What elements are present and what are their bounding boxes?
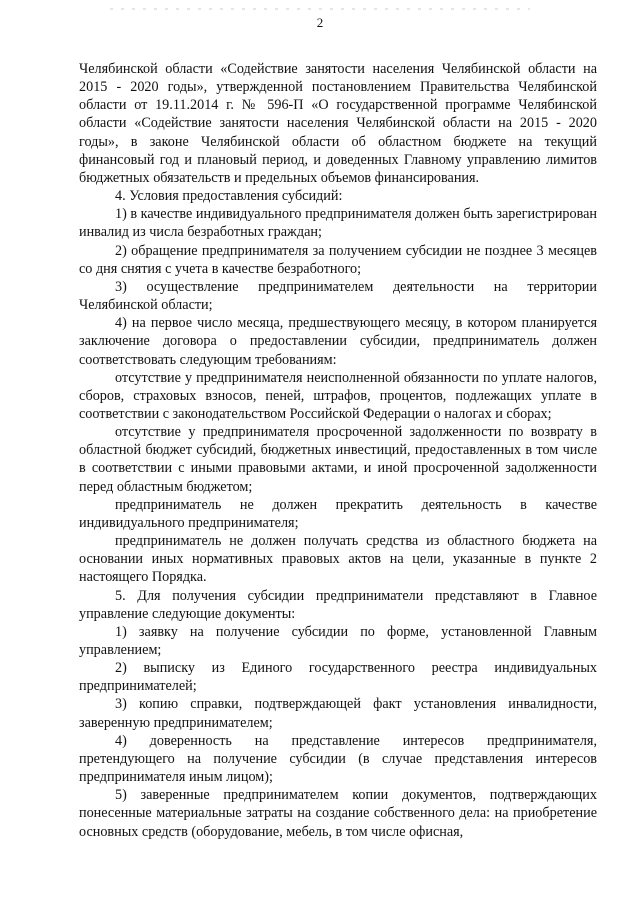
paragraph-document-1: 1) заявку на получение субсидии по форме, установленной Главным управлением; xyxy=(79,623,597,658)
scan-artifact xyxy=(110,8,530,10)
document-body xyxy=(79,60,597,841)
paragraph-document-2: 2) выписку из Единого государственного реестра индивидуальных предпринимателей; xyxy=(79,660,597,695)
paragraph-requirement-activity: предприниматель не должен прекратить деятельность в качестве индивидуального предпринимателя; xyxy=(79,496,597,531)
paragraph-condition-3: 3) осуществление предпринимателем деятельности на территории Челябинской области; xyxy=(79,278,597,314)
paragraph-program-reference: Челябинской области «Содействие занятости населения Челябинской области на 2015 - 2020 годы», утвержденной постановлением Правительства Челябинской области от 19.11.2014 г. № 596-П «О государственной программе Челябинской области «Содействие занятости населения Челябинской области на 2015 - 2020 годы», в законе Челябинской области об областном бюджете на текущий финансовый год и плановый период, и доведенных Главному управлению лимитов бюджетных обязательств и предельных объемов финансирования. xyxy=(79,61,597,186)
paragraph-section-5-heading: 5. Для получения субсидии предприниматели представляют в Главное управление следующие документы: xyxy=(79,587,597,622)
paragraph-requirement-taxes: отсутствие у предпринимателя неисполненной обязанности по уплате налогов, сборов, страховых взносов, пеней, штрафов, процентов, подлежащих уплате в соответствии с законодательством Российской Федерации о налогах и сборах; xyxy=(79,369,597,422)
paragraph-condition-2: 2) обращение предпринимателя за получением субсидии не позднее 3 месяцев со дня снятия с учета в качестве безработного; xyxy=(79,242,597,277)
paragraph-section-4-heading: 4. Условия предоставления субсидий: xyxy=(115,188,343,205)
page-number: 2 xyxy=(316,15,324,30)
paragraph-document-3: 3) копию справки, подтверждающей факт установления инвалидности, заверенную предпринимателем; xyxy=(79,696,597,731)
paragraph-condition-4: 4) на первое число месяца, предшествующего месяцу, в котором планируется заключение договора о предоставлении субсидии, предприниматель должен соответствовать следующим требованиям: xyxy=(79,315,597,368)
paragraph-requirement-debt: отсутствие у предпринимателя просроченной задолженности по возврату в областной бюджет субсидий, бюджетных инвестиций, предоставленных в том числе в соответствии с иными правовыми актами, и иной просроченной задолженности перед областным бюджетом; xyxy=(79,424,597,495)
paragraph-condition-1: 1) в качестве индивидуального предпринимателя должен быть зарегистрирован инвалид из числа безработных граждан; xyxy=(79,206,597,241)
paragraph-requirement-funding: предприниматель не должен получать средства из областного бюджета на основании иных нормативных правовых актов на цели, указанные в пункте 2 настоящего Порядка. xyxy=(79,533,597,586)
paragraph-document-5: 5) заверенные предпринимателем копии документов, подтверждающих понесенные материальные затраты на создание собственного дела: на приобретение основных средств (оборудование, мебель, в том числе офисная, xyxy=(79,787,597,840)
paragraph-document-4: 4) доверенность на представление интересов предпринимателя, претендующего на получение субсидии (в случае представления интересов предпринимателя иным лицом); xyxy=(79,732,597,786)
